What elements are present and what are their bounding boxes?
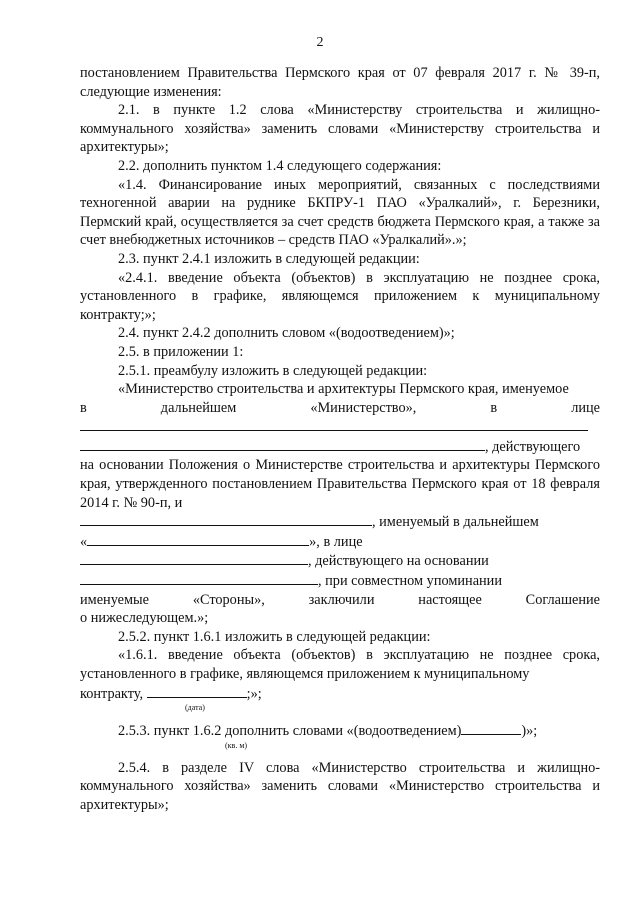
preamble-line-9: именуемые «Стороны», заключили настоящее Соглашение [80, 591, 600, 608]
item-2-5-3-end: )»; [521, 723, 538, 740]
area-blank [461, 721, 521, 735]
preamble-line-7 [80, 551, 600, 571]
fill-blank [87, 532, 309, 546]
quote-1-4: «1.4. Финансирование иных мероприятий, связанных с последствиями техногенной аварии на руднике БКПРУ-1 ПАО «Уралкалий», г. Березники, Пермский край, осуществляется за счет средств бюджета Пермского края, а также за счет внебюджетных источников – средств ПАО «Уралкалий».»; [80, 176, 600, 249]
preamble-line-3 [80, 437, 600, 457]
preamble-named: , именуемый в дальнейшем [372, 514, 539, 531]
contract-text: контракту, [80, 685, 144, 702]
preamble-basis: , действующего на основании [308, 553, 489, 570]
quote-1-6-1: «1.6.1. введение объекта (объектов) в эксплуатацию не позднее срока, установленного в графике, являющемся приложением к муниципальному [80, 647, 600, 682]
fill-blank [80, 551, 308, 565]
spacer [80, 713, 600, 721]
quote-2-4-1: «2.4.1. введение объекта (объектов) в эксплуатацию не позднее срока, установленного в графике, являющемся приложением к муниципальному контракту;»; [80, 269, 600, 323]
item-2-5: 2.5. в приложении 1: [118, 343, 244, 360]
quote-open: « [80, 533, 88, 550]
fill-blank [80, 571, 318, 585]
contract-end: ;»; [246, 685, 262, 702]
preamble-acting: , действующего [485, 438, 581, 455]
item-2-5-3-text: 2.5.3. пункт 1.6.2 дополнить словами «(водоотведением) [118, 723, 462, 740]
caption-kvm: (кв. м) [225, 740, 248, 750]
quote-1-6-1-end [80, 684, 600, 704]
fill-blank [80, 512, 372, 526]
preamble-line-10: о нижеследующем.»; [80, 610, 209, 627]
preamble-blank-line [80, 417, 600, 437]
item-2-5-4: 2.5.4. в разделе IV слова «Министерство строительства и жилищно-коммунального хозяйства» заменить словами «Министерство строительства и архитектуры»; [80, 759, 600, 813]
item-2-5-1: 2.5.1. преамбулу изложить в следующей редакции: [118, 362, 428, 379]
preamble [80, 380, 600, 628]
item-2-4: 2.4. пункт 2.4.2 дополнить словом «(водоотведением)»; [118, 325, 455, 342]
item-2-5-3 [80, 721, 600, 741]
fill-blank [80, 437, 485, 451]
item-2-1: 2.1. в пункте 1.2 слова «Министерству строительства и жилищно-коммунального хозяйства» заменить словами «Министерству строительства и архитектуры»; [80, 102, 600, 156]
preamble-line-8 [80, 571, 600, 591]
preamble-line-6 [80, 532, 600, 552]
fill-blank [80, 417, 588, 431]
preamble-line-5 [80, 512, 600, 532]
page-number: 2 [316, 35, 324, 50]
preamble-line-2: в дальнейшем «Министерство», в лице [80, 399, 600, 416]
item-2-3: 2.3. пункт 2.4.1 изложить в следующей редакции: [118, 250, 420, 267]
preamble-line-1: «Министерство строительства и архитектуры Пермского края, именуемое [118, 381, 569, 398]
item-2-2: 2.2. дополнить пунктом 1.4 следующего содержания: [118, 157, 442, 174]
item-2-5-2: 2.5.2. пункт 1.6.1 изложить в следующей редакции: [118, 628, 431, 645]
paragraph-intro: постановлением Правительства Пермского края от 07 февраля 2017 г. № 39-п, следующие изменения: [80, 65, 600, 100]
preamble-face: », в лице [309, 533, 363, 550]
preamble-line-4: на основании Положения о Министерстве строительства и архитектуры Пермского края, утвержденного постановлением Правительства Пермского края от 18 февраля 2014 г. № 90-п, и [80, 457, 600, 511]
preamble-joint: , при совместном упоминании [318, 573, 502, 590]
spacer [80, 751, 600, 759]
document-body [80, 64, 600, 815]
caption-date: (дата) [185, 703, 205, 713]
date-blank [147, 684, 247, 698]
